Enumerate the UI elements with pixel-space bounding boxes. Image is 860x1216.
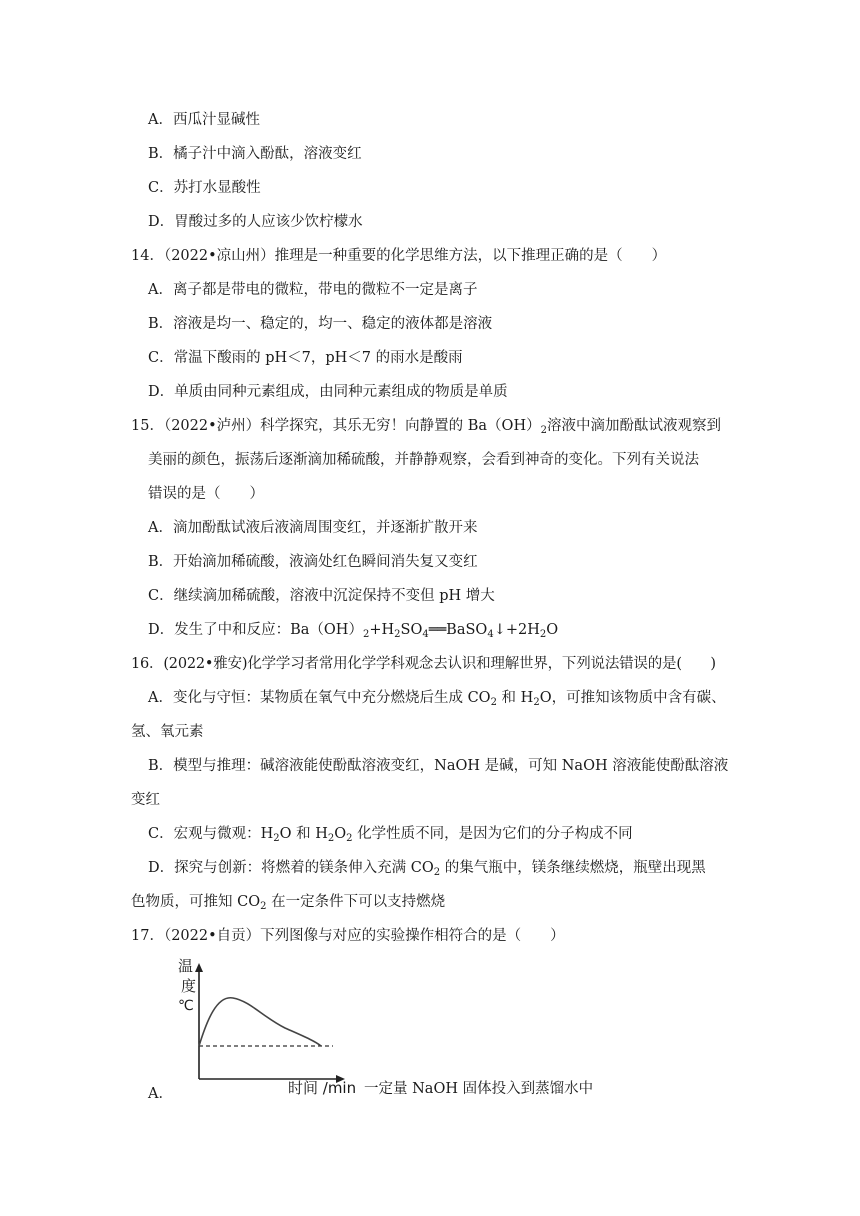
q15-option-c: C．继续滴加稀硫酸，溶液中沉淀保持不变但 pH 增大 (148, 588, 495, 604)
q16-option-a-line1: A．变化与守恒：某物质在氧气中充分燃烧后生成 $CO_2$ 和 $H_2O$，可推知该物质中含有碳、 (148, 690, 726, 708)
y-axis-label-1: 温 (178, 957, 194, 975)
q15-stem-line2: 美丽的颜色，振荡后逐渐滴加稀硫酸，并静静观察，会看到神奇的变化。下列有关说法 (148, 452, 699, 468)
q14-stem: 14．（2022•凉山州）推理是一种重要的化学思维方法，以下推理正确的是（ ） (131, 248, 667, 264)
q16-option-b-line2: 变红 (131, 792, 160, 808)
q15-option-d: D．发生了中和反应：$Ba(OH)_2+H_2SO_4══BaSO_4↓+2H_2O$ (148, 622, 559, 640)
q15-option-b: B．开始滴加稀硫酸，液滴处红色瞬间消失复又变红 (148, 554, 478, 570)
q17-stem: 17．（2022•自贡）下列图像与对应的实验操作相符合的是（ ） (131, 928, 565, 944)
q14-option-b: B．溶液是均一、稳定的，均一、稳定的液体都是溶液 (148, 316, 493, 332)
q15-option-a: A．滴加酚酞试液后液滴周围变红，并逐渐扩散开来 (148, 520, 478, 536)
x-axis-label: 时间 /min (288, 1079, 357, 1097)
q13-option-c: C．苏打水显酸性 (148, 180, 261, 196)
q16-option-c: C．宏观与微观：$H_2O$ 和 $H_2O_2$ 化学性质不同，是因为它们的分子构成不同 (148, 826, 633, 844)
q17-option-a-label: A． (148, 1086, 173, 1102)
q16-option-d-line1: D．探究与创新：将燃着的镁条伸入充满 $CO_2$ 的集气瓶中，镁条继续燃烧，瓶壁出现黑 (148, 860, 706, 878)
q14-option-c: C．常温下酸雨的 pH＜7，pH＜7 的雨水是酸雨 (148, 350, 463, 366)
q15-stem-line3: 错误的是（ ） (148, 486, 264, 502)
q13-option-b: B．橘子汁中滴入酚酞，溶液变红 (148, 146, 362, 162)
q14-option-a: A．离子都是带电的微粒，带电的微粒不一定是离子 (148, 282, 478, 298)
q16-option-a-line2: 氢、氧元素 (131, 724, 204, 740)
q13-option-d: D．胃酸过多的人应该少饮柠檬水 (148, 214, 363, 230)
q16-option-d-line2: 色物质，可推知 $CO_2$ 在一定条件下可以支持燃烧 (131, 894, 446, 912)
q16-stem: 16．(2022•雅安)化学学习者常用化学学科观念去认识和理解世界，下列说法错误的是( ) (131, 656, 716, 672)
q17-option-a-text: 一定量 NaOH 固体投入到蒸馏水中 (364, 1081, 594, 1097)
temperature-curve (199, 998, 321, 1046)
y-axis-arrow (195, 963, 203, 972)
q14-option-d: D．单质由同种元素组成，由同种元素组成的物质是单质 (148, 384, 508, 400)
y-axis-label-2: 度 (181, 977, 197, 995)
y-axis-unit: ℃ (178, 998, 194, 1014)
q15-stem-line1: 15．（2022•泸州）科学探究，其乐无穷！向静置的 $Ba(OH)_2$溶液中滴加酚酞试液观察到 (131, 418, 721, 436)
q16-option-b-line1: B．模型与推理：碱溶液能使酚酞溶液变红，NaOH 是碱，可知 NaOH 溶液能使酚酞溶液 (148, 758, 729, 774)
q13-option-a: A．西瓜汁显碱性 (148, 112, 260, 128)
